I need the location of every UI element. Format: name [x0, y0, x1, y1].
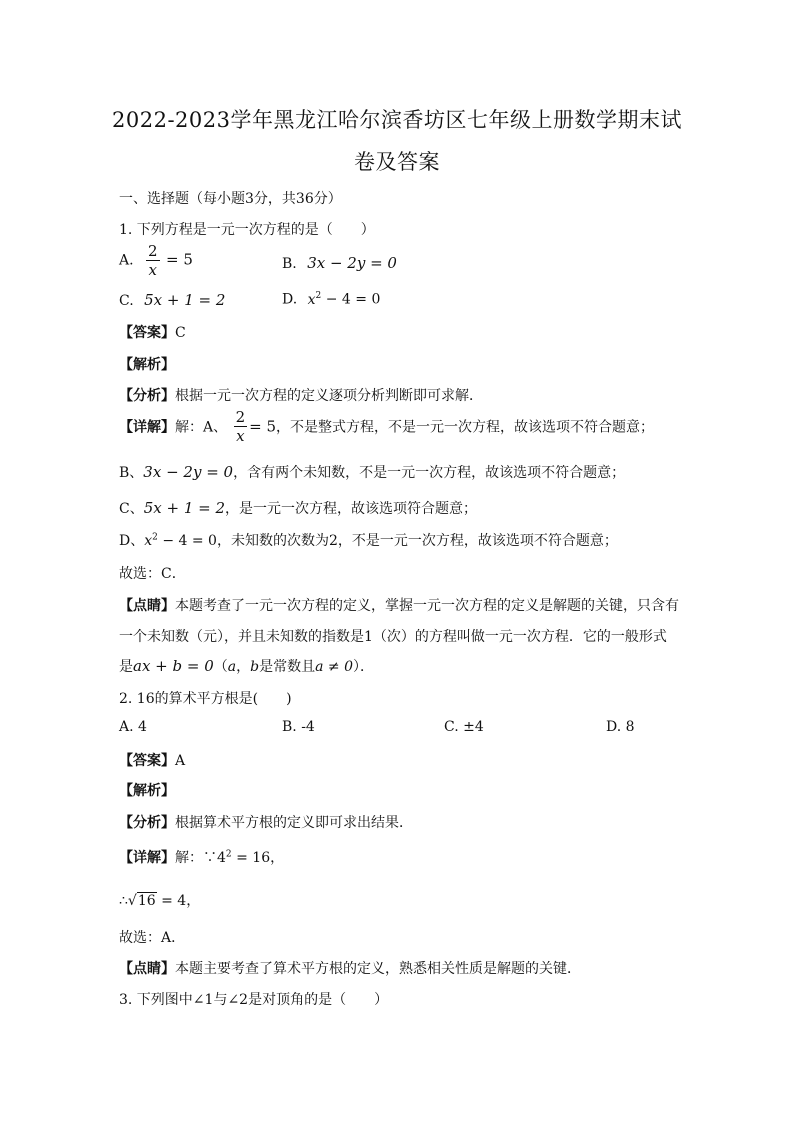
- q1-dianjing-line-2: 一个未知数（元），并且未知数的指数是1（次）的方程叫做一元一次方程．它的一般形式: [119, 629, 667, 645]
- q1-option-a-fraction: [146, 242, 160, 279]
- q1-dianjing-3-end: ）．: [352, 659, 374, 675]
- q2-xiangjie-1-rest: = 16: [231, 850, 271, 866]
- q2-fenxi-tag: 【分析】: [119, 815, 175, 831]
- q1-option-d-exp: 2: [315, 291, 322, 301]
- q3-stem: 3. 下列图中∠1与∠2是对顶角的是（ ）: [119, 992, 389, 1008]
- q2-xiangjie-2-pre: ∴: [119, 893, 128, 909]
- section-heading: 一、选择题（每小题3分，共36分）: [119, 191, 342, 207]
- q1-dianjing-3-mid: （: [213, 659, 228, 675]
- q1-xiangjie-c-text: ，是一元一次方程，故该选项符合题意；: [225, 501, 478, 517]
- q2-answer-value: A: [175, 753, 186, 769]
- q2-fenxi-text: 根据算术平方根的定义即可求出结果．: [175, 815, 413, 831]
- q1-dianjing-3-b: b: [250, 659, 260, 675]
- q2-dianjing-tag: 【点睛】: [119, 961, 175, 977]
- q2-xiangjie-1-pre: 解：∵: [175, 850, 217, 866]
- q1-option-b: [282, 254, 397, 272]
- q1-option-c-label: C.: [119, 293, 134, 309]
- q1-xiangjie-a-pre: 解：A、: [175, 419, 228, 436]
- q1-xiangjie-c: [119, 498, 477, 518]
- q1-xiangjie-a-text: ，不是整式方程，不是一元一次方程，故该选项不符合题意；: [276, 419, 655, 436]
- q1-xiangjie-d-text: ，未知数的次数为2，不是一元一次方程，故该选项不符合题意；: [216, 533, 618, 549]
- q1-xiangjie-a-denominator: x: [236, 427, 245, 445]
- q1-option-a-label: A.: [119, 252, 134, 269]
- document-title-line-1: 2022-2023学年黑龙江哈尔滨香坊区七年级上册数学期末试: [112, 108, 682, 132]
- q2-answer: [119, 750, 185, 770]
- q1-dianjing-line-1: [119, 595, 679, 615]
- q1-option-d-label: D.: [282, 291, 298, 308]
- q1-dianjing-3-a: a: [227, 659, 237, 675]
- q1-xiangjie-d-exp: 2: [152, 532, 158, 543]
- q1-fenxi-tag: 【分析】: [119, 388, 175, 404]
- q1-stem: 1. 下列方程是一元一次方程的是（ ）: [119, 222, 375, 238]
- q1-xiangjie-a-fraction: [234, 408, 248, 445]
- q1-answer-tag: 【答案】: [119, 325, 175, 341]
- q2-option-c: C. ±4: [444, 719, 484, 735]
- q1-option-d-rest: − 4 = 0: [321, 291, 381, 308]
- q2-xiangjie-tag: 【详解】: [119, 850, 175, 866]
- sqrt-symbol-icon: √: [127, 893, 137, 909]
- q1-option-c-eq: 5x + 1 = 2: [144, 291, 226, 309]
- q1-option-a-denominator: x: [148, 261, 158, 279]
- q1-xiangjie-c-pre: C、: [119, 501, 144, 517]
- q1-fenxi: [119, 385, 483, 405]
- q1-dianjing-line-3: [119, 656, 374, 676]
- q1-xiangjie-a-eq: = 5: [249, 417, 277, 436]
- q1-option-c: [119, 291, 225, 309]
- q2-analysis-tag: 【解析】: [119, 783, 175, 799]
- q2-xiangjie-line-2: [119, 890, 200, 910]
- q1-option-a-numerator: 2: [148, 242, 158, 260]
- q2-xiangjie-1-base: 4: [217, 850, 226, 866]
- q2-option-d: D. 8: [606, 719, 635, 735]
- q1-option-d: [282, 291, 380, 308]
- q1-fenxi-text: 根据一元一次方程的定义逐项分析判断即可求解．: [175, 388, 483, 404]
- q2-option-b: B. -4: [282, 719, 315, 735]
- q2-dianjing: [119, 958, 581, 978]
- q1-option-d-base: x: [307, 291, 316, 308]
- q2-fenxi: [119, 812, 413, 832]
- q2-xiangjie-2-rest: = 4: [156, 893, 187, 909]
- q1-answer-value: C: [175, 325, 186, 341]
- q1-dianjing-3-cond: a ≠ 0: [315, 659, 353, 675]
- q2-guxuan: 故选：A．: [119, 930, 186, 946]
- q1-option-a-rest: = 5: [166, 250, 193, 269]
- document-title-line-2: 卷及答案: [354, 150, 440, 174]
- q2-xiangjie-line-1: [119, 847, 284, 867]
- q1-xiangjie-b-pre: B、: [119, 465, 144, 481]
- q2-xiangjie-1-end: ，: [270, 850, 285, 866]
- q1-option-b-eq: 3x − 2y = 0: [307, 254, 397, 272]
- q1-option-b-label: B.: [282, 256, 297, 272]
- q2-xiangjie-1-exp: 2: [225, 849, 232, 860]
- q2-answer-tag: 【答案】: [119, 753, 175, 769]
- q1-xiangjie-b-eq: 3x − 2y = 0: [143, 463, 234, 481]
- q2-xiangjie-2-radicand: 16: [137, 893, 156, 909]
- q1-guxuan: 故选：C．: [119, 566, 186, 582]
- q1-xiangjie-b-text: ，含有两个未知数，不是一元一次方程，故该选项不符合题意；: [233, 465, 626, 481]
- q1-xiangjie-d-rest: − 4 = 0: [157, 533, 217, 549]
- q2-option-a: A. 4: [119, 719, 147, 735]
- q1-xiangjie-b: [119, 462, 625, 482]
- q1-xiangjie-tag: 【详解】: [119, 419, 175, 436]
- q1-xiangjie-d-pre: D、: [119, 533, 145, 549]
- q1-xiangjie-d-base: x: [144, 533, 153, 549]
- q1-xiangjie-d: [119, 530, 618, 550]
- q1-dianjing-tag: 【点睛】: [119, 598, 175, 614]
- q1-answer: [119, 322, 186, 342]
- q2-xiangjie-2-end: ，: [186, 893, 201, 909]
- q1-dianjing-3-sep: ，: [236, 659, 251, 675]
- q1-dianjing-3-txt: 是常数且: [259, 659, 316, 675]
- q1-dianjing-3-pre: 是: [119, 659, 133, 675]
- q1-dianjing-text-1: 本题考查了一元一次方程的定义，掌握一元一次方程的定义是解题的关键，只含有: [175, 598, 679, 614]
- q2-stem: 2. 16的算术平方根是( ): [119, 691, 292, 707]
- q1-option-a: [119, 242, 193, 279]
- q2-dianjing-text: 本题主要考查了算术平方根的定义，熟悉相关性质是解题的关键．: [175, 961, 581, 977]
- q1-analysis-tag: 【解析】: [119, 357, 175, 373]
- q1-dianjing-3-eq: ax + b = 0: [133, 657, 214, 675]
- q1-xiangjie-c-eq: 5x + 1 = 2: [143, 499, 226, 517]
- q1-xiangjie-a-numerator: 2: [235, 408, 246, 426]
- q1-xiangjie-a: [119, 408, 654, 445]
